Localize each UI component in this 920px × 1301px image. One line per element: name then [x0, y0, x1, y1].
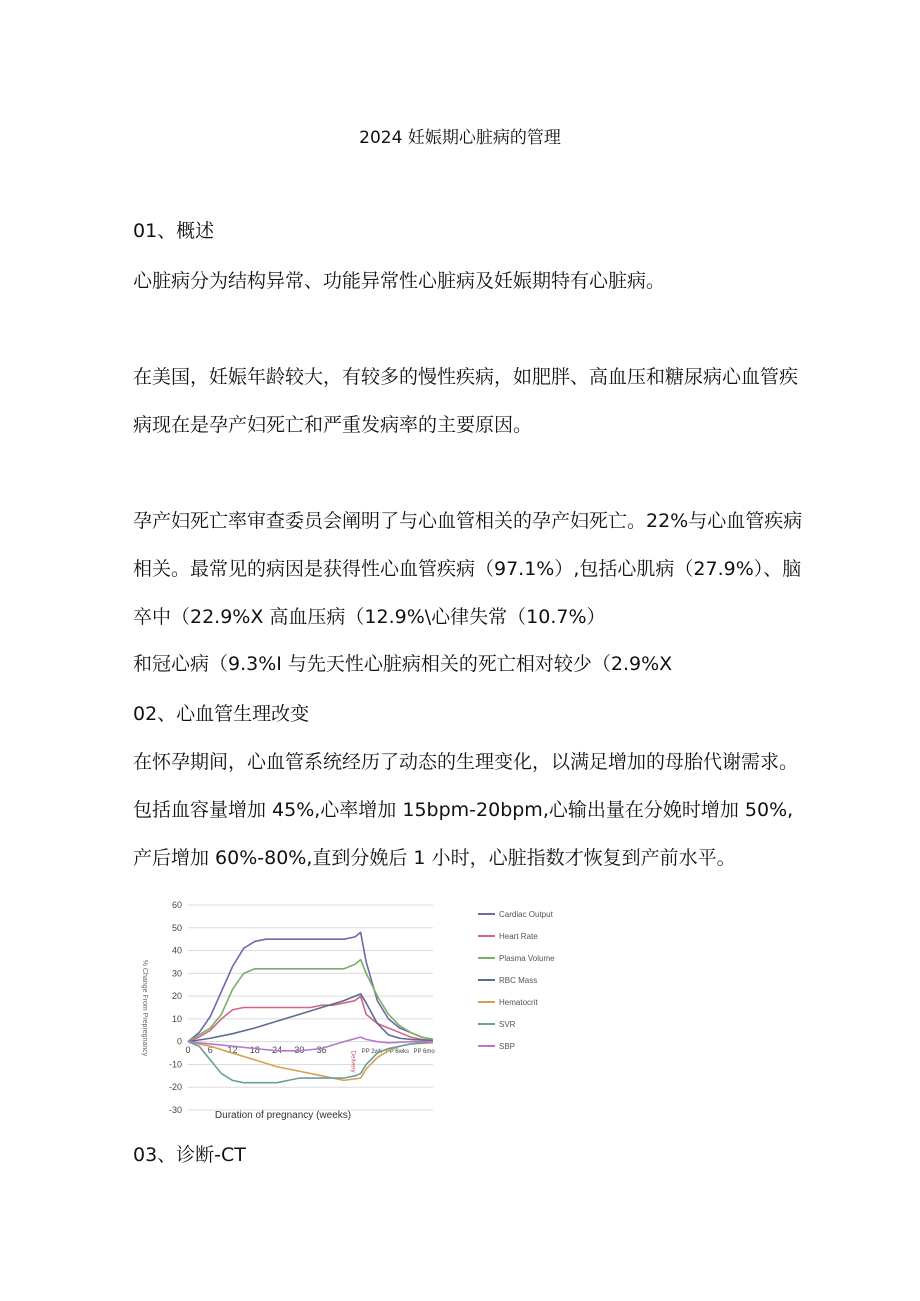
legend-label: RBC Mass: [499, 976, 538, 985]
paragraph-3-line-3: 卒中（22.9%X 高血压病（12.9%\心律失常（10.7%）: [133, 606, 606, 628]
y-tick-label: 10: [171, 1013, 182, 1024]
x-tick-label: 6: [207, 1045, 213, 1056]
legend-label: Hematocrit: [499, 998, 538, 1007]
paragraph-1: 心脏病分为结构异常、功能异常性心脏病及妊娠期特有心脏病。: [133, 270, 666, 292]
y-tick-label: 20: [171, 991, 182, 1002]
x-tick-label: 30: [294, 1045, 305, 1056]
legend-label: Plasma Volume: [499, 954, 555, 963]
y-tick-label: 30: [171, 968, 182, 979]
paragraph-3-line-1: 孕产妇死亡率审查委员会阐明了与心血管相关的孕产妇死亡。22%与心血管疾病: [133, 510, 803, 532]
paragraph-4-line-2: 包括血容量增加 45%,心率增加 15bpm-20bpm,心输出量在分娩时增加 50%,: [133, 799, 794, 821]
y-tick-label: 0: [176, 1036, 182, 1047]
x-tick-label: Delivery: [349, 1050, 356, 1073]
physiology-chart: [133, 893, 573, 1125]
y-tick-label: 60: [171, 900, 182, 910]
x-tick-label: 12: [227, 1045, 238, 1056]
y-axis-label: % Change From Prepregnancy: [141, 959, 148, 1057]
x-tick-label: 36: [316, 1045, 327, 1056]
paragraph-4-line-1: 在怀孕期间，心血管系统经历了动态的生理变化，以满足增加的母胎代谢需求。: [133, 751, 799, 773]
x-tick-label: 0: [185, 1045, 191, 1056]
chart-svg: [133, 893, 573, 1125]
paragraph-3-line-2: 相关。最常见的病因是获得性心血管疾病（97.1%）,包括心肌病（27.9%）、脑: [133, 558, 802, 580]
y-tick-label: -10: [168, 1059, 182, 1070]
section-heading-physiology: 02、心血管生理改变: [133, 703, 310, 725]
x-tick-label: PP 6wks: [385, 1049, 409, 1056]
paragraph-3-line-4: 和冠心病（9.3%I 与先天性心脏病相关的死亡相对较少（2.9%X: [133, 653, 673, 675]
y-tick-label: -30: [168, 1105, 182, 1115]
legend-label: Cardiac Output: [499, 910, 553, 919]
legend-label: SBP: [499, 1042, 516, 1051]
section-heading-overview: 01、概述: [133, 220, 215, 242]
legend-label: Heart Rate: [499, 932, 538, 941]
x-tick-label: 18: [249, 1045, 260, 1056]
paragraph-2-line-2: 病现在是孕产妇死亡和严重发病率的主要原因。: [133, 414, 533, 436]
paragraph-2-line-1: 在美国，妊娠年龄较大，有较多的慢性疾病，如肥胖、高血压和糖尿病心血管疾: [133, 366, 799, 388]
y-tick-label: 50: [171, 922, 182, 933]
x-axis-label: Duration of pregnancy (weeks): [214, 1110, 352, 1121]
x-tick-label: PP 6mo: [413, 1049, 435, 1056]
legend-label: SVR: [499, 1020, 516, 1029]
x-tick-label: PP 2wk: [361, 1049, 382, 1056]
x-tick-label: 24: [272, 1045, 283, 1056]
document-title: 2024 妊娠期心脏病的管理: [359, 128, 561, 148]
section-heading-diagnosis-ct: 03、诊断-CT: [133, 1144, 246, 1166]
paragraph-4-line-3: 产后增加 60%-80%,直到分娩后 1 小时，心脏指数才恢复到产前水平。: [133, 847, 736, 869]
y-tick-label: 40: [171, 945, 182, 956]
y-tick-label: -20: [168, 1082, 182, 1093]
